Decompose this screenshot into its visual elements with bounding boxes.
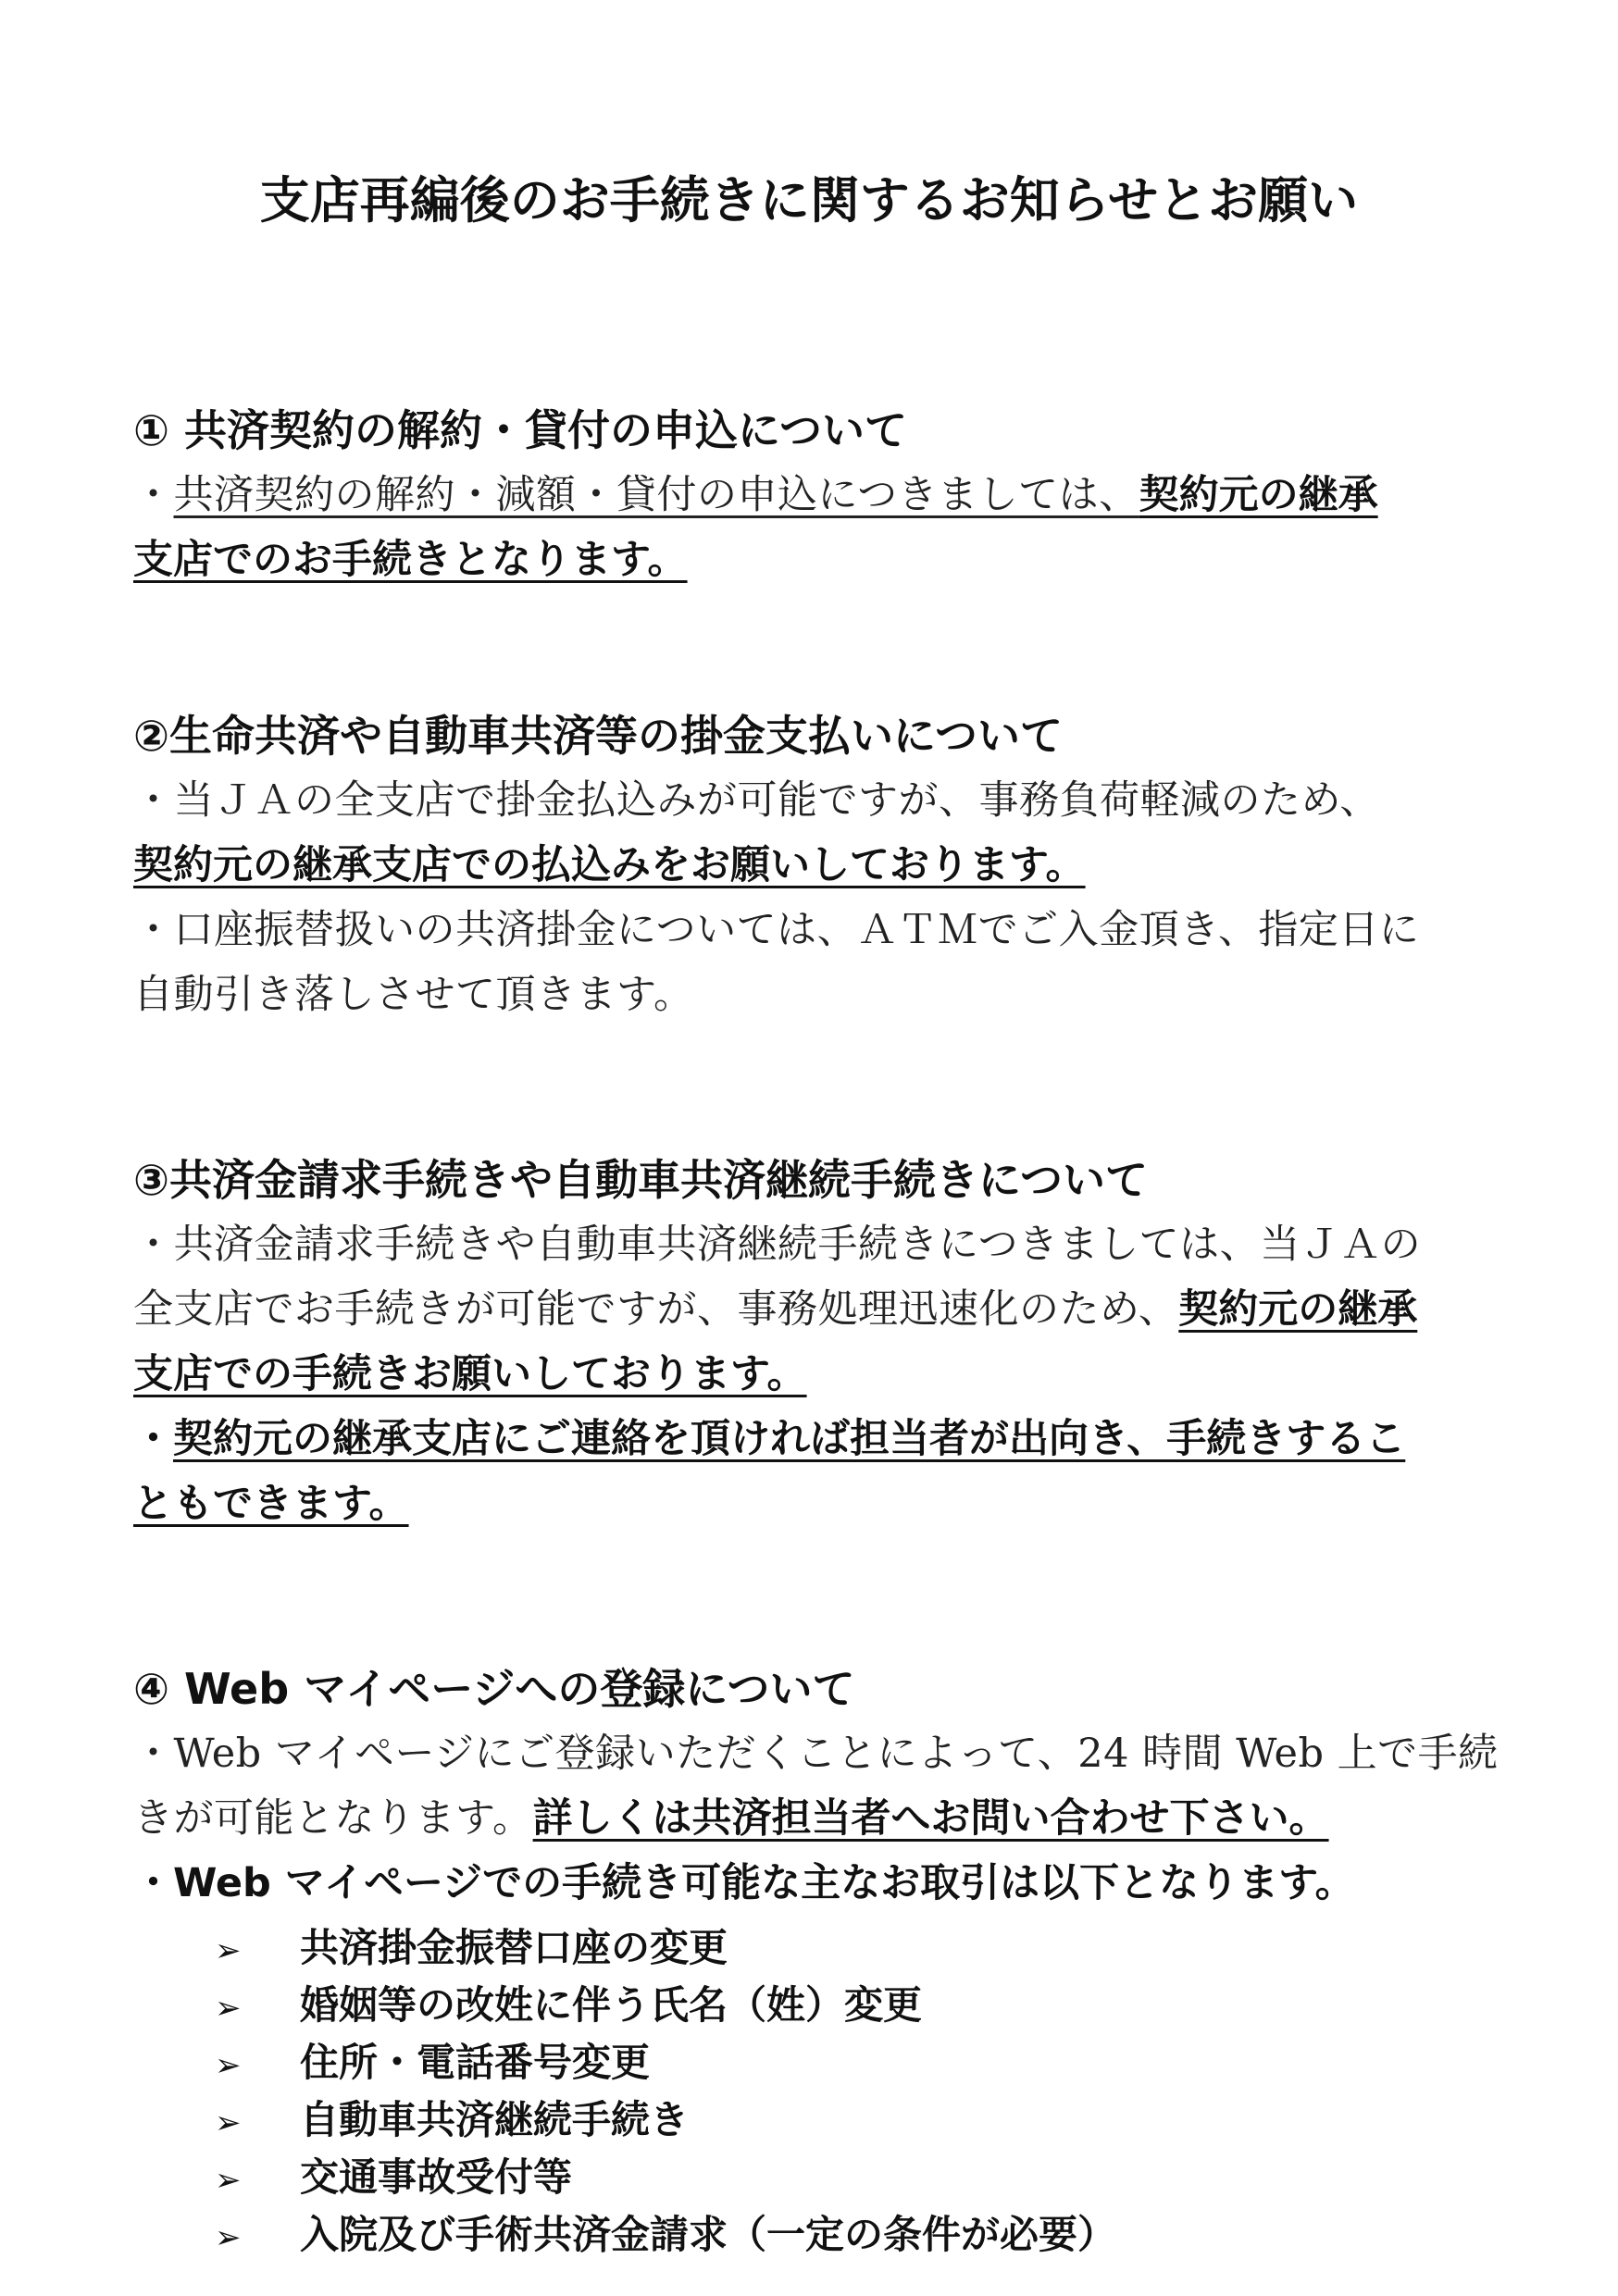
plain-text: きが可能となります。 — [133, 1795, 533, 1842]
list-item — [215, 2206, 1494, 2264]
arrow-bullet-icon: ➢ — [215, 2219, 242, 2256]
section-2-line-4: 自動引き落しさせて頂きます。 — [133, 972, 694, 1018]
emphasis-text: 契約元の継承支店での払込みをお願いしております。 — [133, 842, 1086, 888]
arrow-bullet-icon: ➢ — [215, 2104, 242, 2141]
section-2-line-3: ・口座振替扱いの共済掛金については、ＡＴＭでご入金頂き、指定日に — [133, 907, 1420, 953]
bullet-prefix: ・ — [133, 472, 174, 518]
spacer — [133, 1536, 1494, 1657]
emphasis-text: 契約元の継承支店にご連絡を頂ければ担当者が出向き、手続きするこ — [173, 1416, 1406, 1462]
section-1 — [133, 398, 1494, 592]
section-1-heading: ① 共済契約の解約・貸付の申込について — [133, 405, 908, 455]
section-4-heading: ④ Web マイページへの登録について — [133, 1664, 855, 1714]
page-title: 支店再編後のお手続きに関するお知らせとお願い — [259, 171, 1359, 230]
emphasis-text: ともできます。 — [133, 1481, 409, 1527]
list-item-label: 共済掛金振替口座の変更 — [300, 1925, 728, 1970]
document-body — [133, 398, 1499, 2264]
list-item — [215, 1919, 1494, 1977]
spacer — [133, 592, 1494, 703]
list-item — [215, 1977, 1494, 2034]
arrow-bullet-icon: ➢ — [215, 1990, 242, 2027]
section-3-line-2 — [133, 1277, 1494, 1342]
list-item-label: 入院及び手術共済金請求（一定の条件が必要） — [300, 2212, 1117, 2257]
transaction-list — [215, 1919, 1494, 2264]
list-item-label: 住所・電話番号変更 — [300, 2040, 651, 2085]
section-4 — [133, 1657, 1499, 2264]
section-4-line-3: ・Web マイページでの手続き可能な主なお取引は以下となります。 — [133, 1860, 1355, 1906]
list-item — [215, 2149, 1494, 2206]
emphasis-text: 支店での手続きお願いしております。 — [133, 1351, 807, 1397]
spacer — [133, 1027, 1494, 1148]
section-2-heading: ②生命共済や自動車共済等の掛金支払いについて — [133, 711, 1064, 761]
section-3-line-4 — [133, 1407, 1494, 1471]
section-4-line-2 — [133, 1786, 1494, 1851]
section-3-line-1: ・共済金請求手続きや自動車共済継続手続きにつきましては、当ＪＡの — [133, 1222, 1422, 1268]
section-1-line-2 — [133, 527, 1494, 592]
arrow-bullet-icon: ➢ — [215, 1932, 242, 1969]
section-3 — [133, 1148, 1494, 1536]
plain-text: 全支店でお手続きが可能ですが、事務処理迅速化のため、 — [133, 1286, 1179, 1333]
bullet-prefix: ・ — [133, 1416, 173, 1462]
emphasis-text: 契約元の継承 — [1139, 472, 1378, 518]
list-item-label: 交通事故受付等 — [300, 2154, 573, 2200]
section-4-line-1: ・Web マイページにご登録いただくことによって、24 時間 Web 上で手続 — [133, 1731, 1499, 1777]
arrow-bullet-icon: ➢ — [215, 2047, 242, 2084]
emphasis-text: 詳しくは共済担当者へお問い合わせ下さい。 — [532, 1795, 1329, 1842]
section-3-line-3 — [133, 1342, 1494, 1407]
arrow-bullet-icon: ➢ — [215, 2162, 242, 2199]
underlined-text: 共済契約の解約・減額・貸付の申込につきましては、 — [173, 472, 1139, 518]
list-item-label: 自動車共済継続手続き — [300, 2097, 690, 2142]
section-3-line-5 — [133, 1471, 1494, 1536]
section-2-line-2 — [133, 833, 1494, 898]
list-item — [215, 2034, 1494, 2091]
section-2-line-1: ・当ＪＡの全支店で掛金払込みが可能ですが、事務負荷軽減のため、 — [133, 777, 1380, 824]
emphasis-text: 契約元の継承 — [1178, 1286, 1418, 1333]
emphasis-text: 支店でのお手続きとなります。 — [133, 537, 688, 583]
section-1-line-1 — [133, 463, 1494, 527]
section-2 — [133, 703, 1494, 1027]
list-item-label: 婚姻等の改姓に伴う氏名（姓）変更 — [300, 1982, 923, 2028]
list-item — [215, 2091, 1494, 2149]
section-3-heading: ③共済金請求手続きや自動車共済継続手続きについて — [133, 1155, 1149, 1205]
